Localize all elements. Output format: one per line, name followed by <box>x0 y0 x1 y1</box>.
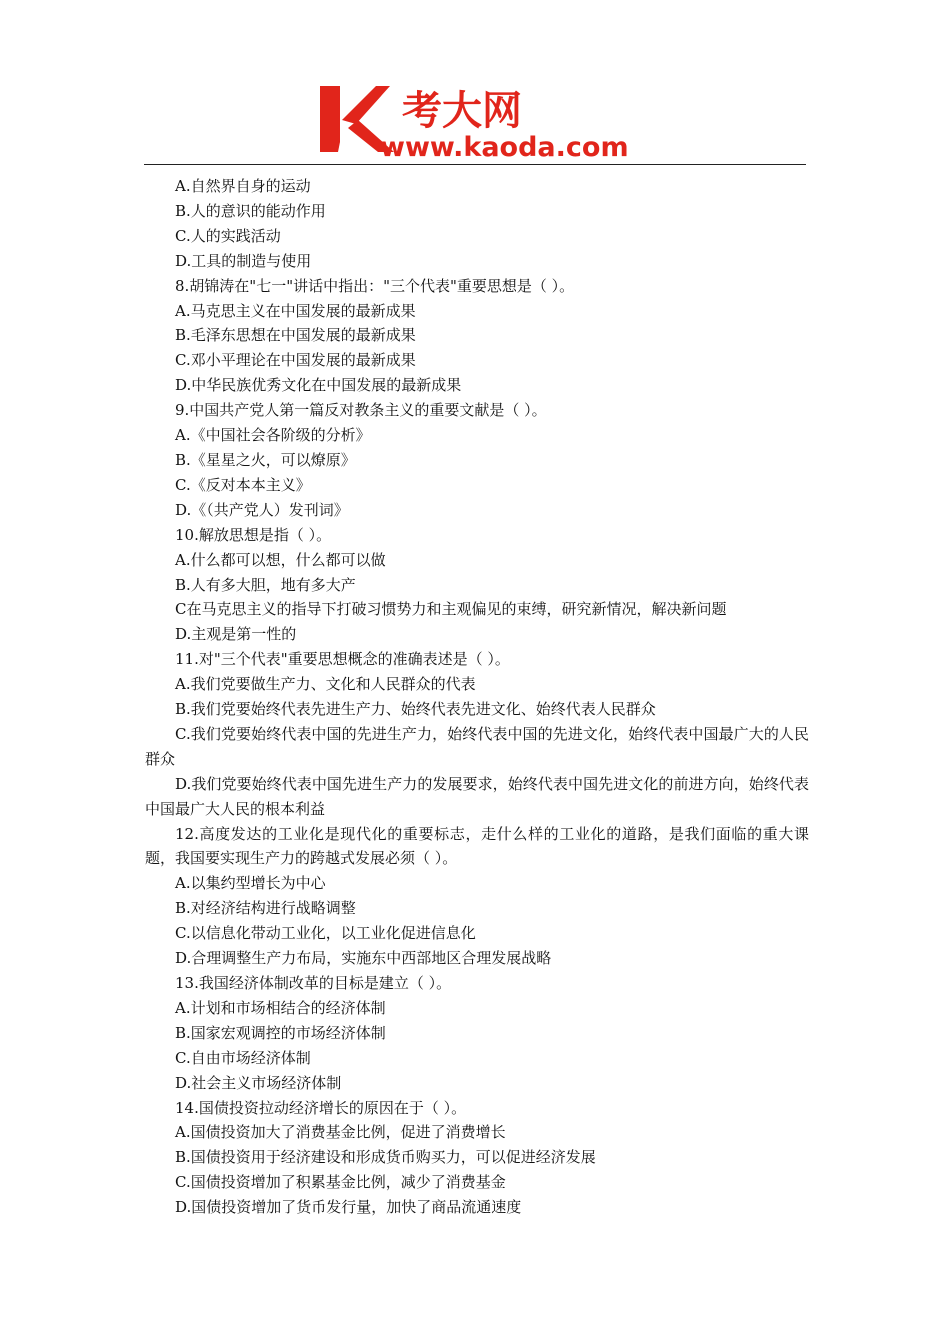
option-line: A.以集约型增长为中心 <box>175 874 326 893</box>
option-line: C.我们党要始终代表中国的先进生产力，始终代表中国的先进文化，始终代表中国最广大的人民群众 <box>145 724 809 768</box>
question-11: 11.对"三个代表"重要思想概念的准确表述是（ ）。 <box>175 650 510 669</box>
option-line: A.《中国社会各阶级的分析》 <box>175 426 371 445</box>
option-line: C.《反对本本主义》 <box>175 475 311 494</box>
option-line: D.中华民族优秀文化在中国发展的最新成果 <box>175 376 462 395</box>
header-divider <box>144 164 806 165</box>
option-line: C.国债投资增加了积累基金比例，减少了消费基金 <box>175 1173 506 1192</box>
question-8: 8.胡锦涛在"七一"讲话中指出："三个代表"重要思想是（ ）。 <box>175 276 575 295</box>
question-13: 13.我国经济体制改革的目标是建立（ ）。 <box>175 974 452 992</box>
option-line: A.我们党要做生产力、文化和人民群众的代表 <box>175 675 476 694</box>
option-line: D.国债投资增加了货币发行量，加快了商品流通速度 <box>175 1198 522 1217</box>
option-line: D.主观是第一性的 <box>175 625 297 644</box>
option-line: B.人的意识的能动作用 <box>175 201 326 220</box>
question-9: 9.中国共产党人第一篇反对教条主义的重要文献是（ ）。 <box>175 401 547 420</box>
option-line: B.我们党要始终代表先进生产力、始终代表先进文化、始终代表人民群众 <box>175 700 656 719</box>
option-line: C在马克思主义的指导下打破习惯势力和主观偏见的束缚，研究新情况，解决新问题 <box>175 600 727 619</box>
option-line: B.对经济结构进行战略调整 <box>175 899 356 918</box>
option-line: D.我们党要始终代表中国先进生产力的发展要求，始终代表中国先进文化的前进方向，始终代表中国最广大人民的根本利益 <box>145 774 809 818</box>
option-line: D.《（共产党人）发刊词》 <box>175 500 349 519</box>
option-line: A.国债投资加大了消费基金比例，促进了消费增长 <box>175 1123 506 1142</box>
option-line: A.马克思主义在中国发展的最新成果 <box>175 301 416 320</box>
option-line: D.合理调整生产力布局，实施东中西部地区合理发展战略 <box>175 949 552 968</box>
option-line: C.自由市场经济体制 <box>175 1048 311 1067</box>
logo-url-text: www.kaoda.com <box>380 132 629 162</box>
option-line: D.社会主义市场经济体制 <box>175 1073 342 1092</box>
kaoda-logo[interactable] <box>318 80 638 162</box>
option-line: A.什么都可以想，什么都可以做 <box>175 550 386 569</box>
option-line: B.国家宏观调控的市场经济体制 <box>175 1023 386 1042</box>
option-line: B.人有多大胆，地有多大产 <box>175 575 356 594</box>
option-line: C.以信息化带动工业化，以工业化促进信息化 <box>175 924 476 943</box>
option-line: B.毛泽东思想在中国发展的最新成果 <box>175 326 416 345</box>
option-line: B.《星星之火，可以燎原》 <box>175 450 356 469</box>
option-line: B.国债投资用于经济建设和形成货币购买力，可以促进经济发展 <box>175 1148 596 1167</box>
option-line: C.邓小平理论在中国发展的最新成果 <box>175 351 416 370</box>
option-line: A.自然界自身的运动 <box>175 177 311 195</box>
logo-brand-text: 考大网 <box>402 88 522 134</box>
question-content <box>145 174 809 1220</box>
option-line: A.计划和市场相结合的经济体制 <box>175 998 386 1017</box>
question-14: 14.国债投资拉动经济增长的原因在于（ ）。 <box>175 1098 467 1117</box>
option-line: C.人的实践活动 <box>175 226 281 245</box>
question-10: 10.解放思想是指（ ）。 <box>175 525 332 544</box>
question-12: 12.高度发达的工业化是现代化的重要标志，走什么样的工业化的道路，是我们面临的重大课题，我国要实现生产力的跨越式发展必须（ ）。 <box>145 824 809 868</box>
option-line: D.工具的制造与使用 <box>175 251 312 270</box>
